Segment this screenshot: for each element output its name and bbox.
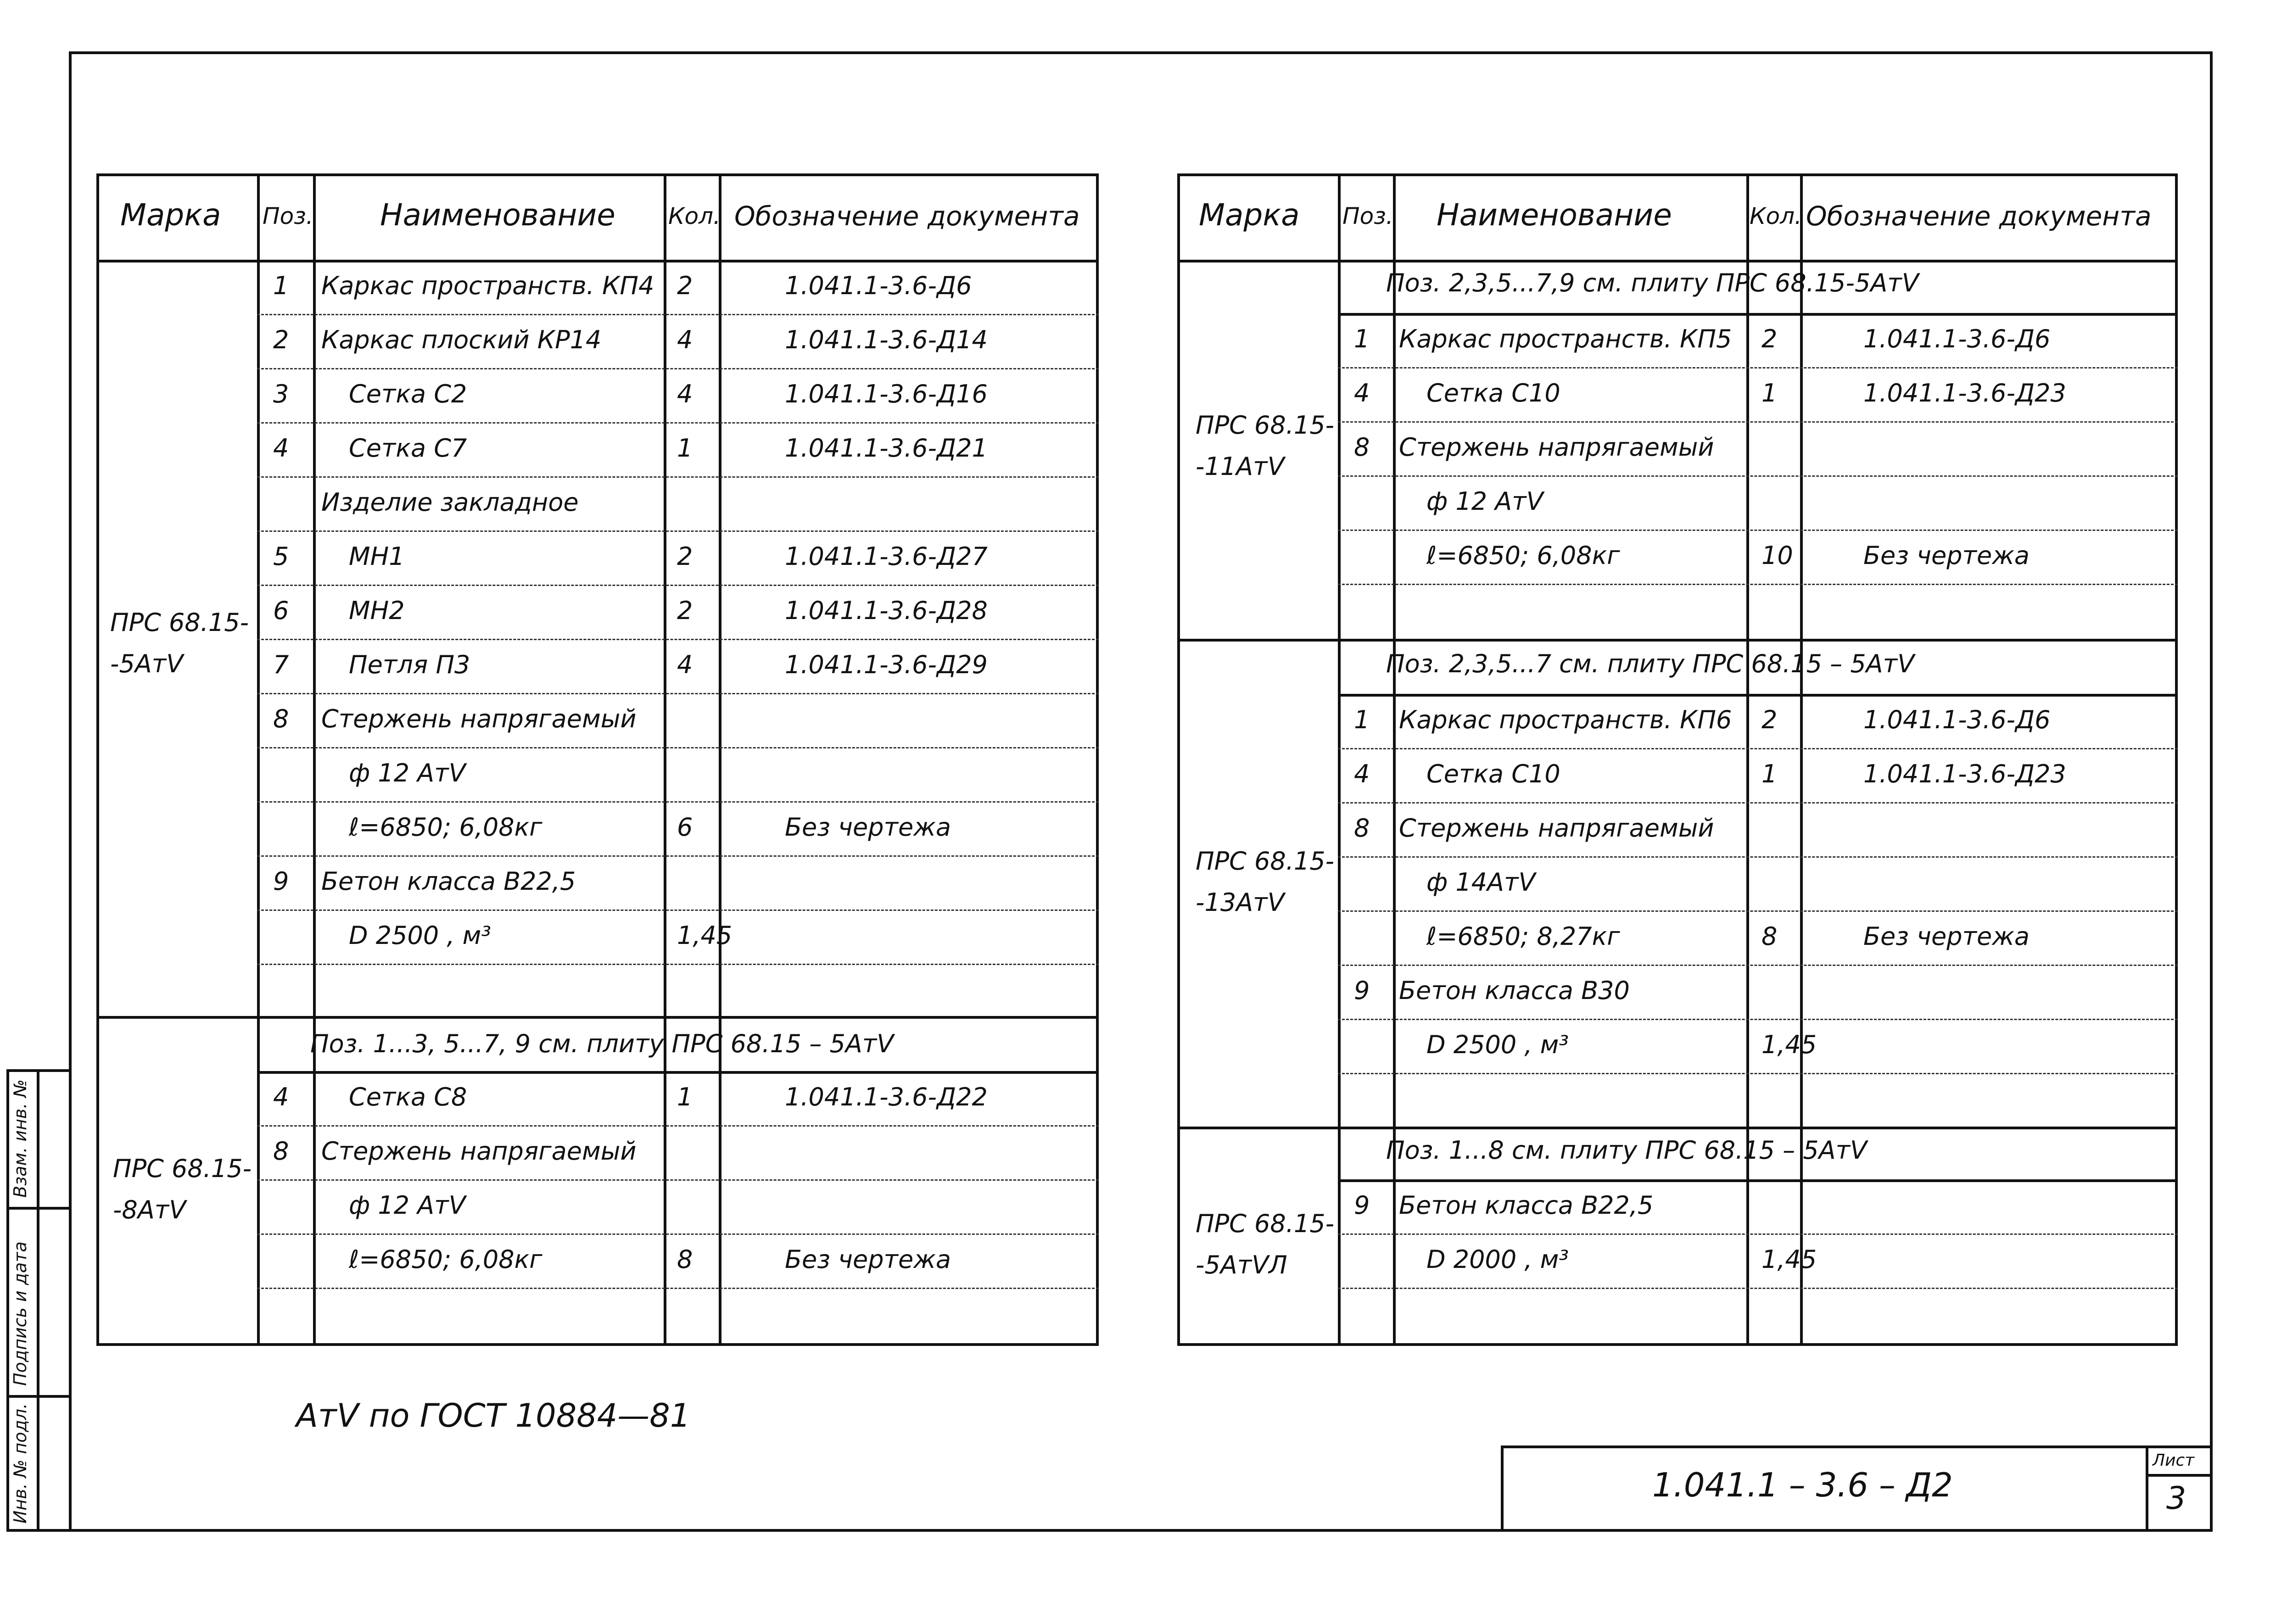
row-name: Бетон класса В30 bbox=[1399, 976, 1630, 1005]
row-doc: 1.041.1-3.6-Д22 bbox=[785, 1083, 988, 1111]
row-kol: 1,45 bbox=[1761, 1030, 1817, 1059]
row-separator bbox=[257, 1288, 1099, 1289]
row-poz: 8 bbox=[273, 1137, 289, 1166]
left-g2-note: Поз. 1...3, 5...7, 9 см. плиту ПРС 68.15 – 5АтⅤ bbox=[310, 1029, 894, 1058]
row-name: Сетка С10 bbox=[1426, 759, 1560, 788]
frame-top bbox=[69, 51, 2210, 54]
left-header-marka: Марка bbox=[120, 197, 221, 233]
right-header-naim: Наименование bbox=[1437, 197, 1672, 233]
row-name: Каркас пространств. КП5 bbox=[1399, 324, 1732, 353]
row-poz: 9 bbox=[1354, 1191, 1370, 1220]
row-name: ℓ=6850; 6,08кг bbox=[349, 1245, 542, 1274]
row-separator bbox=[257, 855, 1099, 857]
row-kol: 4 bbox=[677, 325, 693, 354]
row-separator bbox=[257, 368, 1099, 369]
row-name: Каркас плоский КР14 bbox=[321, 325, 602, 354]
row-kol: 8 bbox=[1761, 922, 1778, 951]
row-kol: 2 bbox=[677, 596, 693, 625]
right-header-poz: Поз. bbox=[1342, 203, 1393, 229]
row-kol: 2 bbox=[1761, 705, 1778, 734]
row-separator bbox=[1338, 856, 2178, 858]
row-kol: 2 bbox=[677, 271, 693, 300]
row-separator bbox=[1338, 475, 2178, 477]
row-doc: 1.041.1-3.6-Д23 bbox=[1863, 379, 2066, 407]
row-poz: 3 bbox=[273, 379, 289, 408]
row-poz: 8 bbox=[1354, 814, 1370, 843]
row-separator bbox=[257, 910, 1099, 911]
row-doc: 1.041.1-3.6-Д6 bbox=[1863, 324, 2051, 353]
row-name: Бетон класса В22,5 bbox=[321, 867, 576, 896]
row-poz: 8 bbox=[273, 704, 289, 733]
right-g3-note: Поз. 1...8 см. плиту ПРС 68.15 – 5АтⅤ bbox=[1386, 1136, 1867, 1165]
row-separator bbox=[257, 585, 1099, 586]
row-name: Петля П3 bbox=[349, 650, 470, 679]
left-header-oboz: Обозначение документа bbox=[734, 201, 1080, 232]
row-kol: 1 bbox=[1761, 759, 1778, 788]
row-name: ℓ=6850; 8,27кг bbox=[1426, 922, 1620, 951]
row-poz: 9 bbox=[273, 867, 289, 896]
right-g1-mark-1: ПРС 68.15- bbox=[1196, 411, 1335, 440]
row-separator bbox=[1338, 367, 2178, 368]
row-kol: 1 bbox=[677, 434, 693, 463]
row-separator bbox=[1338, 530, 2178, 531]
stamp-code: 1.041.1 – 3.6 – Д2 bbox=[1652, 1466, 1953, 1504]
row-poz: 4 bbox=[273, 1083, 289, 1111]
row-poz: 2 bbox=[273, 325, 289, 354]
row-kol: 2 bbox=[1761, 324, 1778, 353]
row-kol: 1 bbox=[1761, 379, 1778, 407]
row-poz: 1 bbox=[1354, 324, 1370, 353]
row-separator bbox=[1338, 1233, 2178, 1235]
row-doc: 1.041.1-3.6-Д14 bbox=[785, 325, 988, 354]
row-name: ф 14АтⅤ bbox=[1426, 868, 1536, 897]
side-strip-div2 bbox=[6, 1395, 72, 1398]
left-g2-mark-2: -8АтⅤ bbox=[113, 1195, 186, 1224]
row-separator bbox=[1338, 748, 2178, 749]
row-name: ф 12 АтⅤ bbox=[349, 1191, 466, 1220]
stamp-sheet-label: Лист bbox=[2153, 1451, 2195, 1470]
row-name: ℓ=6850; 6,08кг bbox=[349, 813, 542, 842]
row-separator bbox=[257, 964, 1099, 965]
left-g1-mark-2: -5АтⅤ bbox=[110, 649, 184, 678]
row-poz: 1 bbox=[273, 271, 289, 300]
side-strip-div1 bbox=[6, 1207, 72, 1210]
row-name: Стержень напрягаемый bbox=[1399, 433, 1714, 462]
row-kol: 4 bbox=[677, 379, 693, 408]
row-name: Сетка С2 bbox=[349, 379, 467, 408]
row-doc: Без чертежа bbox=[1863, 922, 2030, 951]
row-doc: 1.041.1-3.6-Д28 bbox=[785, 596, 988, 625]
row-poz: 1 bbox=[1354, 705, 1370, 734]
row-separator bbox=[1338, 421, 2178, 423]
row-name: Сетка С10 bbox=[1426, 379, 1560, 407]
row-kol: 8 bbox=[677, 1245, 693, 1274]
row-poz: 5 bbox=[273, 542, 289, 571]
row-name: Изделие закладное bbox=[321, 488, 579, 517]
row-separator bbox=[257, 639, 1099, 640]
right-header-kol: Кол. bbox=[1750, 203, 1802, 229]
row-doc: Без чертежа bbox=[785, 1245, 951, 1274]
left-g2-mark-1: ПРС 68.15- bbox=[113, 1154, 252, 1183]
row-name: Стержень напрягаемый bbox=[321, 704, 637, 733]
right-header-marka: Марка bbox=[1199, 197, 1300, 233]
side-strip-inner bbox=[37, 1069, 39, 1529]
row-separator bbox=[1338, 965, 2178, 966]
row-separator bbox=[1338, 1288, 2178, 1289]
row-separator bbox=[1338, 910, 2178, 912]
row-separator bbox=[257, 747, 1099, 748]
right-g2-mark-2: -13АтⅤ bbox=[1196, 888, 1285, 917]
side-strip-left bbox=[6, 1069, 9, 1529]
left-header-poz: Поз. bbox=[263, 203, 313, 229]
row-kol: 10 bbox=[1761, 541, 1793, 570]
row-poz: 6 bbox=[273, 596, 289, 625]
row-poz: 4 bbox=[1354, 379, 1370, 407]
row-name: Каркас пространств. КП4 bbox=[321, 271, 654, 300]
side-sign: Подпись и дата bbox=[10, 1241, 30, 1386]
row-name: Сетка С8 bbox=[349, 1083, 467, 1111]
row-doc: 1.041.1-3.6-Д29 bbox=[785, 650, 988, 679]
row-kol: 6 bbox=[677, 813, 693, 842]
row-separator bbox=[257, 530, 1099, 532]
row-doc: 1.041.1-3.6-Д6 bbox=[1863, 705, 2051, 734]
row-doc: 1.041.1-3.6-Д6 bbox=[785, 271, 972, 300]
row-poz: 8 bbox=[1354, 433, 1370, 462]
row-separator bbox=[257, 801, 1099, 803]
footnote-gost: АтⅤ по ГОСТ 10884—81 bbox=[296, 1397, 691, 1434]
row-doc: 1.041.1-3.6-Д23 bbox=[1863, 759, 2066, 788]
row-separator bbox=[257, 314, 1099, 315]
row-name: D 2500 , м³ bbox=[1426, 1030, 1569, 1059]
right-g1-note: Поз. 2,3,5...7,9 см. плиту ПРС 68.15-5АтⅤ bbox=[1386, 268, 1919, 297]
frame-left bbox=[69, 51, 72, 1529]
row-separator bbox=[257, 693, 1099, 694]
row-separator bbox=[1338, 1073, 2178, 1074]
row-separator bbox=[257, 1125, 1099, 1127]
side-inv: Инв. № подл. bbox=[10, 1403, 30, 1524]
row-name: Бетон класса В22,5 bbox=[1399, 1191, 1654, 1220]
row-poz: 9 bbox=[1354, 976, 1370, 1005]
right-g1-mark-2: -11АтⅤ bbox=[1196, 452, 1285, 481]
left-header-naim: Наименование bbox=[380, 197, 615, 233]
row-separator bbox=[257, 1179, 1099, 1181]
row-poz: 7 bbox=[273, 650, 289, 679]
row-kol: 1,45 bbox=[1761, 1245, 1817, 1274]
row-separator bbox=[1338, 584, 2178, 585]
row-kol: 2 bbox=[677, 542, 693, 571]
right-g3-mark-2: -5АтⅤЛ bbox=[1196, 1250, 1287, 1279]
right-header-oboz: Обозначение документа bbox=[1806, 201, 2152, 232]
row-doc: Без чертежа bbox=[785, 813, 951, 842]
row-poz: 4 bbox=[1354, 759, 1370, 788]
side-strip-top bbox=[6, 1069, 72, 1072]
left-header-kol: Кол. bbox=[668, 203, 721, 229]
row-name: МН2 bbox=[349, 596, 405, 625]
row-poz: 4 bbox=[273, 434, 289, 463]
row-name: Стержень напрягаемый bbox=[1399, 814, 1714, 843]
row-name: Стержень напрягаемый bbox=[321, 1137, 637, 1166]
row-name: ф 12 АтⅤ bbox=[349, 759, 466, 787]
left-g1-mark-1: ПРС 68.15- bbox=[110, 608, 249, 637]
row-name: D 2000 , м³ bbox=[1426, 1245, 1569, 1274]
frame-bottom bbox=[6, 1529, 2213, 1532]
row-name: МН1 bbox=[349, 542, 405, 571]
row-doc: 1.041.1-3.6-Д16 bbox=[785, 379, 988, 408]
stamp-sheet-number: 3 bbox=[2166, 1480, 2186, 1517]
right-g2-mark-1: ПРС 68.15- bbox=[1196, 847, 1335, 876]
row-separator bbox=[1338, 1019, 2178, 1020]
row-kol: 1,45 bbox=[677, 921, 733, 950]
right-g2-note: Поз. 2,3,5...7 см. плиту ПРС 68.15 – 5АтⅤ bbox=[1386, 649, 1915, 678]
row-separator bbox=[257, 1233, 1099, 1235]
row-separator bbox=[257, 422, 1099, 424]
row-name: D 2500 , м³ bbox=[349, 921, 492, 950]
right-g3-mark-1: ПРС 68.15- bbox=[1196, 1209, 1335, 1238]
row-kol: 1 bbox=[677, 1083, 693, 1111]
row-name: Сетка С7 bbox=[349, 434, 467, 463]
frame-right bbox=[2210, 51, 2213, 1529]
row-name: Каркас пространств. КП6 bbox=[1399, 705, 1732, 734]
side-vzam: Взам. инв. № bbox=[10, 1079, 30, 1198]
row-kol: 4 bbox=[677, 650, 693, 679]
row-name: ф 12 АтⅤ bbox=[1426, 487, 1543, 516]
row-separator bbox=[257, 476, 1099, 478]
row-name: ℓ=6850; 6,08кг bbox=[1426, 541, 1620, 570]
row-doc: 1.041.1-3.6-Д27 bbox=[785, 542, 988, 571]
row-separator bbox=[1338, 802, 2178, 804]
row-doc: Без чертежа bbox=[1863, 541, 2030, 570]
row-doc: 1.041.1-3.6-Д21 bbox=[785, 434, 988, 463]
